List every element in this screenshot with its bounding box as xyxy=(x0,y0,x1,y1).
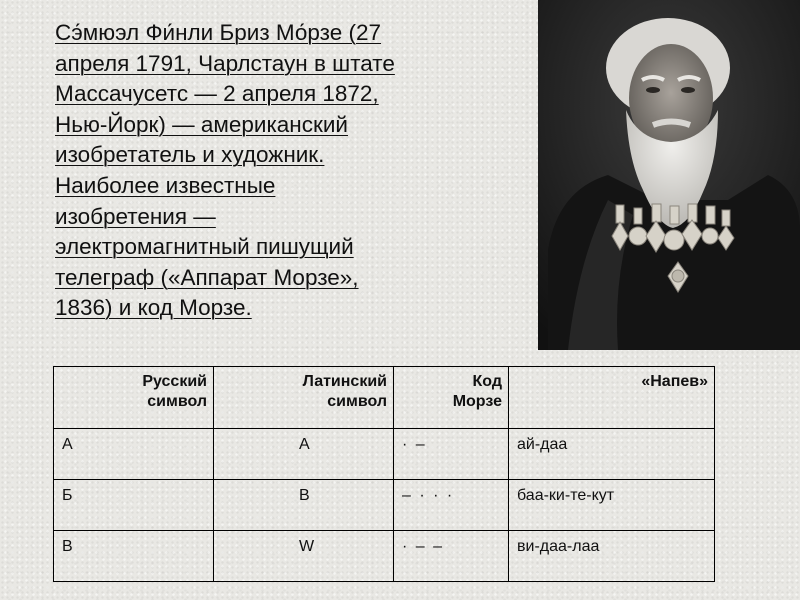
header-latin-symbol: Латинский символ xyxy=(214,367,394,429)
table-row xyxy=(54,429,715,480)
bio-line: апреля 1791, Чарлстаун в штате xyxy=(55,50,395,76)
bio-line: изобретения — xyxy=(55,203,216,229)
bio-line: изобретатель и художник. xyxy=(55,142,325,168)
cell-latin: W xyxy=(214,531,394,582)
header-morse-code: Код Морзе xyxy=(394,367,509,429)
header-russian-symbol: Русский символ xyxy=(54,367,214,429)
table-header-row xyxy=(54,367,715,429)
bio-line: Нью-Йорк) — американский xyxy=(55,111,348,137)
cell-latin: A xyxy=(214,429,394,480)
bio-line: Сэ́мюэл Фи́нли Бриз Мо́рзе (27 xyxy=(55,20,382,45)
header-tune: «Напев» xyxy=(509,367,715,429)
cell-russian: Б xyxy=(54,480,214,531)
cell-russian: В xyxy=(54,531,214,582)
cell-morse: · – – xyxy=(394,531,509,582)
morse-code-table xyxy=(53,366,715,582)
bio-line: телеграф («Аппарат Морзе», xyxy=(55,264,359,290)
bio-line: Массачусетс — 2 апреля 1872, xyxy=(55,81,379,107)
portrait-photo xyxy=(538,0,800,350)
biography-text xyxy=(55,18,525,324)
bio-line: электромагнитный пишущий xyxy=(55,234,354,260)
cell-latin: B xyxy=(214,480,394,531)
table-row xyxy=(54,531,715,582)
cell-tune: баа-ки-те-кут xyxy=(509,480,715,531)
cell-morse: – · · · xyxy=(394,480,509,531)
cell-tune: ай-даа xyxy=(509,429,715,480)
cell-tune: ви-даа-лаа xyxy=(509,531,715,582)
table-row xyxy=(54,480,715,531)
bio-line: Наиболее известные xyxy=(55,172,276,198)
bio-line: 1836) и код Морзе. xyxy=(55,295,252,321)
cell-morse: · – xyxy=(394,429,509,480)
cell-russian: А xyxy=(54,429,214,480)
